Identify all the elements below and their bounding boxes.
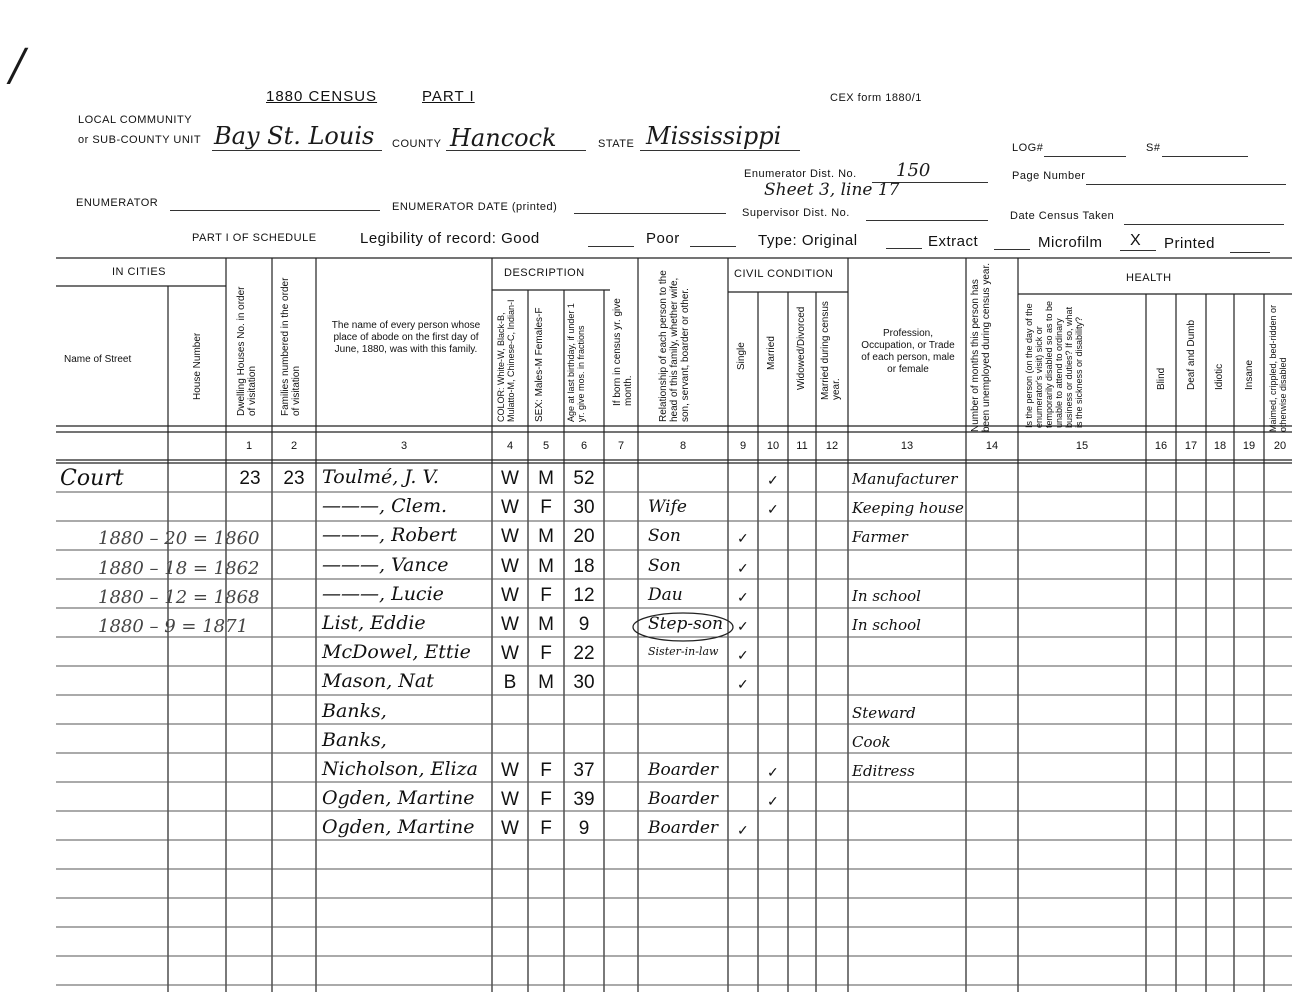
column-number: 2: [290, 440, 298, 452]
maimed-header: Maimed, crippled, bed-ridden or otherwise disabled: [1268, 304, 1288, 432]
relation-cell: Dau: [648, 584, 683, 605]
column-number: 1: [245, 440, 253, 452]
married-during-header: Married during census year.: [820, 301, 842, 400]
column-number: 16: [1154, 440, 1168, 452]
married-header: Married: [766, 336, 777, 370]
column-number: 8: [679, 440, 687, 452]
relation-cell: Step-son: [648, 614, 724, 634]
column-number: 6: [580, 440, 588, 452]
sex-cell: M: [538, 614, 554, 635]
microfilm-label: Microfilm: [1038, 234, 1103, 251]
printed-label: Printed: [1164, 235, 1216, 252]
color-cell: W: [501, 818, 519, 840]
occupation-cell: Steward: [852, 703, 916, 722]
enum-dist-label: Enumerator Dist. No.: [744, 168, 857, 180]
age-cell: 52: [573, 468, 595, 489]
corner-mark: /: [10, 40, 25, 91]
occupation-cell: Farmer: [852, 528, 908, 547]
single-check: ✓: [737, 588, 749, 605]
color-header: COLOR: White-W, Black-B, Mulatto-M, Chinese-C, Indian-I: [496, 299, 516, 422]
relation-cell: Sister-in-law: [648, 645, 719, 659]
date-taken-label: Date Census Taken: [1010, 210, 1115, 222]
extract-label: Extract: [928, 233, 979, 250]
census-title: 1880 CENSUS: [266, 88, 378, 105]
part-schedule-label: PART I OF SCHEDULE: [192, 232, 317, 244]
age-cell: 30: [573, 497, 595, 519]
color-cell: W: [501, 760, 519, 781]
color-cell: W: [501, 584, 519, 606]
page-number-label: Page Number: [1012, 170, 1086, 182]
sex-cell: F: [540, 643, 552, 665]
sex-cell: F: [540, 497, 552, 519]
form-id: CEX form 1880/1: [830, 92, 922, 104]
idiotic-header: Idiotic: [1214, 363, 1225, 390]
months-unemployed-header: Number of months this person has been unemployed during census year.: [970, 262, 992, 432]
column-number: 19: [1242, 440, 1256, 452]
column-number: 12: [825, 440, 839, 452]
families-header: Families numbered in the order of visitation: [280, 277, 302, 416]
age-cell: 30: [573, 672, 595, 694]
column-number: 20: [1273, 440, 1287, 452]
name-header: The name of every person whose place of abode on the first day of June, 1880, was with this family.: [331, 320, 481, 355]
relation-cell: Boarder: [648, 789, 719, 810]
state-value: Mississippi: [646, 122, 782, 150]
log-label: LOG#: [1012, 142, 1044, 154]
age-cell: 20: [573, 526, 595, 548]
column-number: 14: [985, 440, 999, 452]
margin-note: 1880 – 9 = 1871: [98, 616, 249, 637]
dwelling-header: Dwelling Houses No. in order of visitation: [236, 286, 258, 416]
profession-header: Profession, Occupation, or Trade of each person, male or female: [861, 328, 955, 375]
state-label: STATE: [598, 138, 635, 150]
married-check: ✓: [767, 501, 779, 518]
family-cell: 23: [283, 468, 305, 489]
color-cell: W: [501, 526, 519, 548]
s-label: S#: [1146, 142, 1161, 154]
sub-county-label: or SUB-COUNTY UNIT: [78, 134, 202, 146]
relation-cell: Boarder: [648, 818, 719, 839]
legibility-label: Legibility of record: Good: [360, 230, 540, 247]
relation-cell: Wife: [648, 497, 687, 518]
color-cell: W: [501, 468, 519, 489]
relation-cell: Son: [648, 555, 681, 576]
sex-cell: F: [540, 789, 552, 811]
deaf-header: Deaf and Dumb: [1186, 319, 1197, 390]
relationship-header: Relationship of each person to the head of this family, whether wife, son, servant, boarder or other.: [658, 270, 691, 422]
supervisor-label: Supervisor Dist. No.: [742, 207, 850, 219]
name-cell: ———, Lucie: [322, 582, 444, 605]
single-check: ✓: [737, 822, 749, 839]
part-title: PART I: [422, 88, 475, 105]
column-number: 10: [766, 440, 780, 452]
county-value: Hancock: [450, 124, 557, 152]
name-cell: Mason, Nat: [322, 670, 434, 693]
column-number: 9: [739, 440, 747, 452]
house-number-header: House Number: [192, 332, 203, 400]
civil-condition-header: CIVIL CONDITION: [734, 268, 834, 280]
color-cell: W: [501, 789, 519, 811]
age-header: Age at last birthday, if under 1 yr. give mos. in fractions: [566, 303, 586, 422]
enumerator-label: ENUMERATOR: [76, 197, 159, 209]
name-cell: Ogden, Martine: [322, 816, 475, 839]
occupation-cell: In school: [852, 616, 921, 634]
sex-cell: F: [540, 760, 552, 781]
name-cell: ———, Clem.: [322, 495, 447, 518]
occupation-cell: Cook: [852, 732, 891, 751]
column-number: 7: [617, 440, 625, 452]
blind-header: Blind: [1156, 367, 1167, 390]
age-cell: 9: [578, 818, 590, 840]
single-check: ✓: [737, 676, 749, 693]
occupation-cell: In school: [852, 586, 921, 605]
sex-cell: M: [538, 672, 554, 694]
sick-header: Is the person (on the day of the enumerator's visit) sick or temporarily disabled so as to be unable to attend to ordinary business or duties? If so, what is the sickness or disability?: [1024, 300, 1084, 428]
column-number: 4: [506, 440, 514, 452]
color-cell: B: [503, 672, 517, 694]
name-cell: McDowel, Ettie: [322, 641, 471, 664]
occupation-cell: Editress: [852, 762, 915, 780]
age-cell: 39: [573, 789, 595, 811]
married-check: ✓: [767, 793, 779, 810]
name-cell: ———, Robert: [322, 524, 457, 547]
column-number: 13: [900, 440, 914, 452]
margin-note: 1880 – 20 = 1860: [98, 528, 260, 550]
name-cell: Banks,: [322, 699, 387, 722]
name-cell: List, Eddie: [322, 612, 426, 634]
color-cell: W: [501, 497, 519, 519]
name-cell: Ogden, Martine: [322, 787, 475, 810]
color-cell: W: [501, 555, 519, 577]
single-header: Single: [736, 342, 747, 370]
widowed-header: Widowed/Divorced: [796, 306, 807, 390]
column-number: 18: [1213, 440, 1227, 452]
street-header: Name of Street: [64, 354, 132, 365]
margin-note: 1880 – 12 = 1868: [98, 586, 260, 608]
health-header: HEALTH: [1126, 272, 1172, 284]
age-cell: 22: [573, 643, 595, 665]
age-cell: 37: [573, 760, 595, 781]
column-number: 17: [1184, 440, 1198, 452]
sex-header: SEX: Males-M Females-F: [534, 307, 545, 422]
local-community-label: LOCAL COMMUNITY: [78, 114, 193, 126]
color-cell: W: [501, 643, 519, 665]
name-cell: ———, Vance: [322, 553, 449, 576]
single-check: ✓: [737, 618, 749, 634]
in-cities-header: IN CITIES: [112, 266, 167, 278]
relation-cell: Son: [648, 526, 681, 547]
sex-cell: F: [540, 584, 552, 606]
age-cell: 12: [573, 584, 595, 606]
type-label: Type: Original: [758, 232, 858, 249]
insane-header: Insane: [1244, 359, 1255, 390]
married-check: ✓: [767, 764, 779, 780]
legibility-poor-label: Poor: [646, 230, 680, 247]
street-cell: Court: [60, 466, 124, 491]
single-check: ✓: [737, 647, 749, 664]
column-number: 3: [400, 440, 408, 452]
married-check: ✓: [767, 472, 779, 488]
county-label: COUNTY: [392, 138, 442, 150]
column-number: 11: [796, 440, 808, 452]
margin-note: 1880 – 18 = 1862: [98, 557, 260, 579]
relation-cell: Boarder: [648, 760, 719, 780]
age-cell: 18: [573, 555, 595, 577]
sex-cell: M: [538, 555, 554, 577]
single-check: ✓: [737, 559, 749, 576]
name-cell: Banks,: [322, 728, 387, 751]
color-cell: W: [501, 614, 519, 635]
name-cell: Nicholson, Eliza: [322, 758, 478, 780]
sex-cell: M: [538, 526, 554, 548]
occupation-cell: Keeping house: [852, 499, 964, 518]
microfilm-mark: X: [1130, 232, 1141, 249]
age-cell: 9: [578, 614, 590, 635]
description-header: DESCRIPTION: [504, 267, 585, 279]
column-number: 5: [542, 440, 550, 452]
single-check: ✓: [737, 530, 749, 547]
enumerator-date-label: ENUMERATOR DATE (printed): [392, 201, 558, 213]
sex-cell: F: [540, 818, 552, 840]
community-value: Bay St. Louis: [214, 122, 375, 150]
occupation-cell: Manufacturer: [852, 470, 958, 488]
dwelling-cell: 23: [239, 468, 261, 489]
name-cell: Toulmé, J. V.: [322, 466, 439, 488]
sheet-note: Sheet 3, line 17: [764, 180, 900, 200]
enum-dist-value: 150: [896, 160, 931, 181]
sex-cell: M: [538, 468, 554, 489]
column-number: 15: [1075, 440, 1089, 452]
born-in-year-header: If born in census yr. give month.: [612, 298, 634, 406]
